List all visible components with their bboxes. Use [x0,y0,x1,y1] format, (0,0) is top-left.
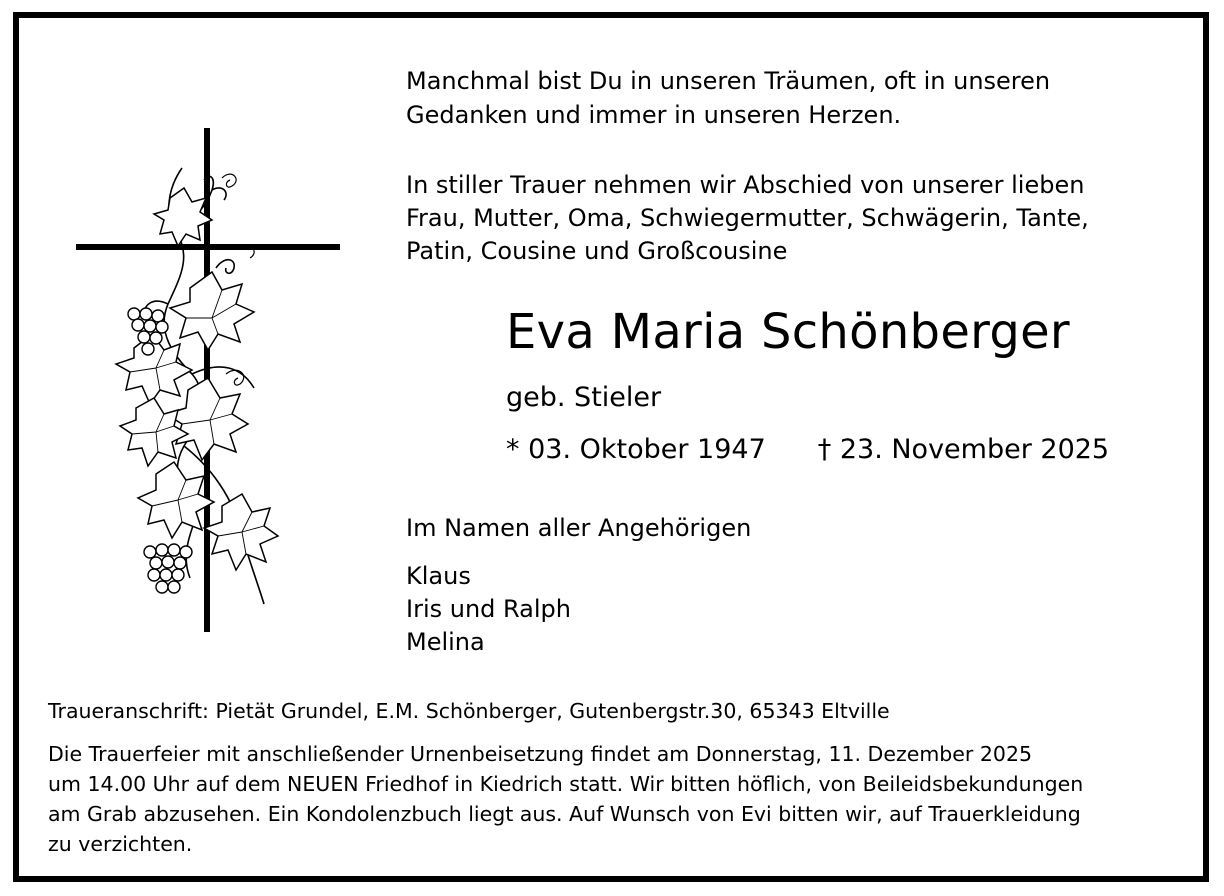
birth-date: * 03. Oktober 1947 [506,434,766,465]
mourning-notice [406,169,1089,268]
notice-line-1: In stiller Trauer nehmen wir Abschied von unserer lieben [406,171,1085,199]
intro-line-1: Manchmal bist Du in unseren Träumen, oft in unseren [406,67,1051,95]
maiden-name: geb. Stieler [506,382,662,413]
intro-line-2: Gedanken und immer in unseren Herzen. [406,101,902,129]
ceremony-line-4: zu verzichten. [48,832,193,856]
mourning-address: Traueranschrift: Pietät Grundel, E.M. Schönberger, Gutenbergstr.30, 65343 Eltville [48,699,890,723]
cross-with-grapevine-icon [72,128,344,634]
family-member: Iris und Ralph [406,595,571,623]
death-date: † 23. November 2025 [817,434,1110,465]
family-list [406,560,571,659]
relatives-intro: Im Namen aller Angehörigen [406,514,752,542]
ceremony-line-1: Die Trauerfeier mit anschließender Urnenbeisetzung findet am Donnerstag, 11. Dezember 2025 [48,742,1033,766]
family-member: Melina [406,628,485,656]
notice-line-3: Patin, Cousine und Großcousine [406,237,788,265]
deceased-name: Eva Maria Schönberger [506,304,1070,360]
notice-line-2: Frau, Mutter, Oma, Schwiegermutter, Schwägerin, Tante, [406,204,1089,232]
ceremony-line-2: um 14.00 Uhr auf dem NEUEN Friedhof in Kiedrich statt. Wir bitten höflich, von Beileidsbekundungen [48,772,1084,796]
ceremony-info [48,739,1188,859]
family-member: Klaus [406,562,471,590]
ceremony-line-3: am Grab abzusehen. Ein Kondolenzbuch liegt aus. Auf Wunsch von Evi bitten wir, auf Trauerkleidung [48,802,1081,826]
intro-quote [406,64,1050,132]
life-dates [506,432,1109,468]
